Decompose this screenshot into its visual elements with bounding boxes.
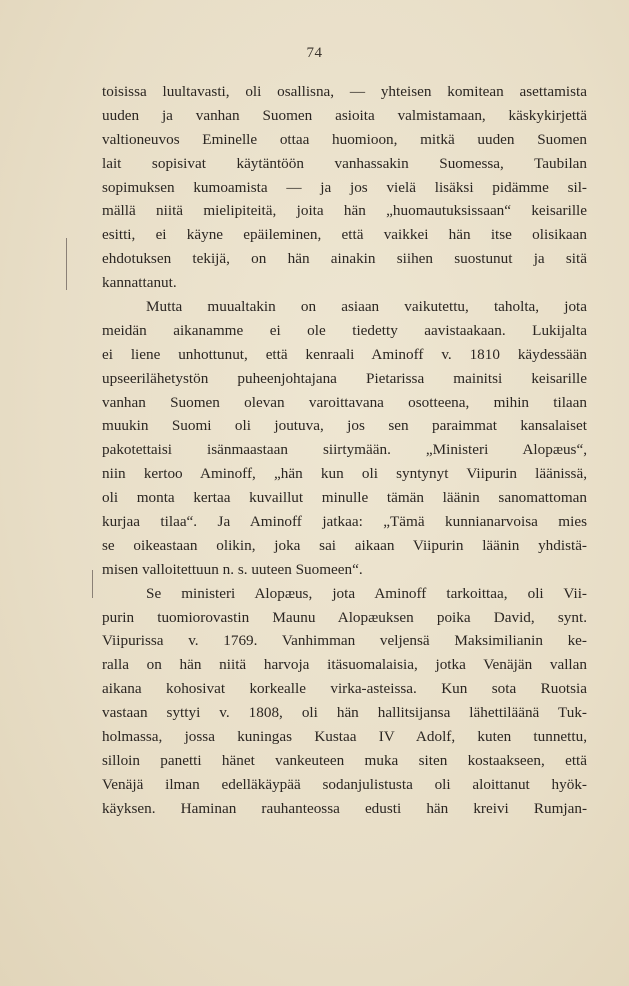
text-line: Se ministeri Alopæus, jota Aminoff tarkoittaa, oli Vii- (146, 584, 587, 602)
text-line: aikana kohosivat korkealle virka-asteissa. Kun sota Ruotsia (102, 680, 587, 698)
text-line: misen valloitettuun n. s. uuteen Suomeen“. (102, 560, 363, 578)
text-line: Viipurissa v. 1769. Vanhimman veljensä Maksimilianin ke- (102, 632, 587, 650)
text-line: niin kertoo Aminoff, „hän kun oli syntynyt Viipurin läänissä, (102, 465, 587, 483)
page-number: 74 (306, 45, 323, 61)
text-line: valtioneuvos Eminelle ottaa huomioon, mitkä uuden Suomen (102, 130, 587, 148)
text-line: kannattanut. (102, 274, 177, 292)
body-text (102, 80, 587, 821)
text-line: se oikeastaan olikin, joka sai aikaan Viipurin läänin yhdistä- (102, 536, 587, 554)
text-line: mällä niitä mielipiteitä, joita hän „huomautuksissaan“ keisarille (102, 202, 587, 220)
margin-mark (66, 238, 67, 290)
text-line: ralla on hän niitä harvoja itäsuomalaisia, jotka Venäjän vallan (102, 656, 587, 674)
text-line: toisissa luultavasti, oli osallisna, — yhteisen komitean asettamista (102, 83, 587, 100)
text-line: silloin panetti hänet vankeuteen muka siten kostaakseen, että (102, 751, 587, 769)
text-line: holmassa, jossa kuningas Kustaa IV Adolf, kuten tunnettu, (102, 728, 587, 746)
text-line: vanhan Suomen olevan varoittavana osotteena, mihin tilaan (102, 393, 587, 411)
text-line: Mutta muualtakin on asiaan vaikutettu, taholta, jota (146, 298, 587, 316)
text-line: ei liene unhottunut, että kenraali Aminoff v. 1810 käydessään (102, 345, 587, 363)
text-line: upseerilähetystön puheenjohtajana Pietarissa mainitsi keisarille (102, 369, 587, 387)
text-line: sopimuksen kumoamista — ja jos vielä lisäksi pidämme sil- (102, 178, 587, 196)
text-line: vastaan syttyi v. 1808, oli hän hallitsijansa lähettiläänä Tuk- (102, 704, 587, 722)
text-line: ehdotuksen tekijä, on hän ainakin siihen suostunut ja sitä (102, 250, 587, 268)
text-line: uuden ja vanhan Suomen asioita valmistamaan, käskykirjettä (102, 106, 587, 124)
text-line: esitti, ei käyne epäileminen, että vaikkei hän itse olisikaan (102, 226, 587, 244)
text-line: Venäjä ilman edelläkäypää sodanjulistusta oli aloittanut hyök- (102, 775, 587, 793)
text-line: meidän aikanamme ei ole tiedetty aavistaakaan. Lukijalta (102, 321, 587, 339)
text-line: oli monta kertaa kuvaillut minulle tämän läänin sanomattoman (102, 489, 587, 507)
text-line: purin tuomiorovastin Maunu Alopæuksen poika David, synt. (102, 608, 587, 626)
text-line: lait sopisivat käytäntöön vanhassakin Suomessa, Taubilan (102, 154, 587, 172)
margin-mark (92, 570, 93, 598)
text-line: käyksen. Haminan rauhanteossa edusti hän kreivi Rumjan- (102, 799, 587, 817)
text-line: pakotettaisi isänmaastaan siirtymään. „Ministeri Alopæus“, (102, 441, 587, 459)
text-line: muukin Suomi oli joutuva, jos sen paraimmat kansalaiset (102, 417, 587, 435)
text-line: kurjaa tilaa“. Ja Aminoff jatkaa: „Tämä kunnianarvoisa mies (102, 513, 587, 531)
